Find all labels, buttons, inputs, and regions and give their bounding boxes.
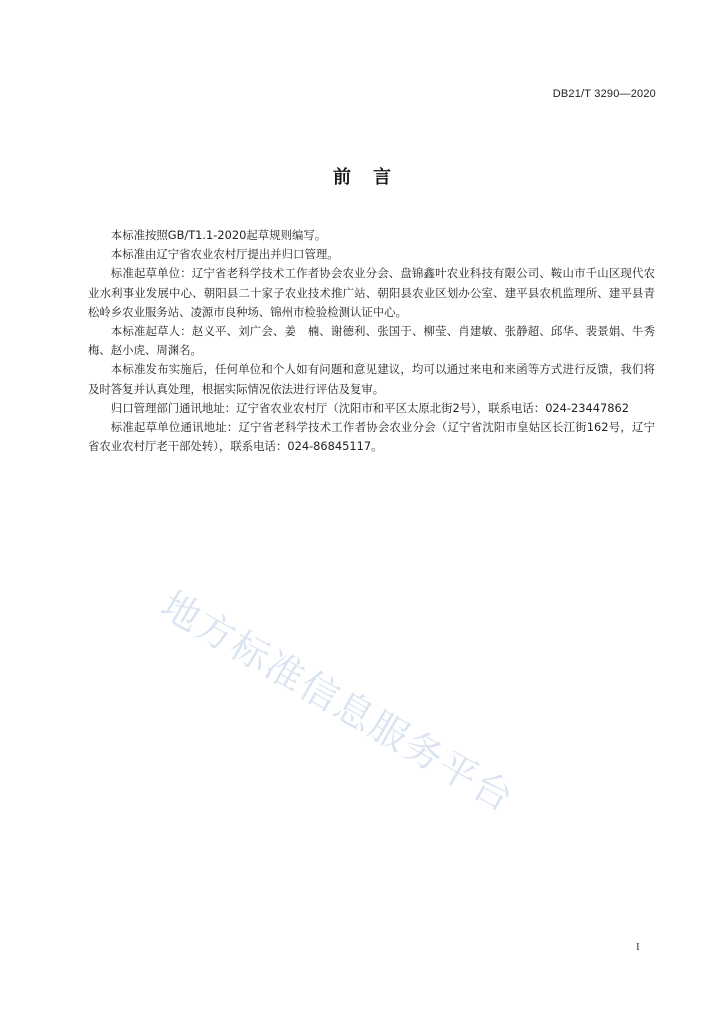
paragraph-drafting-rules: 本标准按照GB/T1.1-2020起草规则编写。	[110, 228, 327, 242]
paragraph-drafter-address: 标准起草单位通讯地址：辽宁省老科学技术工作者协会农业分会（辽宁省沈阳市皇姑区长江街162号，辽宁省农业农村厅老干部处转），联系电话：024-86845117。	[88, 420, 655, 454]
watermark: 地方标准信息服务平台	[153, 582, 522, 821]
paragraph-drafters: 本标准起草人：赵义平、刘广会、姜 楠、谢德利、张国于、柳莹、肖建敏、张静超、邱华、裴景娟、牛秀梅、赵小虎、周渊名。	[88, 324, 655, 358]
page-number: I	[636, 941, 640, 953]
paragraph-drafting-units: 标准起草单位：辽宁省老科学技术工作者协会农业分会、盘锦鑫叶农业科技有限公司、鞍山市千山区现代农业水利事业发展中心、朝阳县二十家子农业技术推广站、朝阳县农业区划办公室、建平县农机监理所、建平县青松岭乡农业服务站、凌源市良种场、锦州市检验检测认证中心。	[88, 266, 655, 319]
page-title: 前言	[333, 167, 413, 188]
foreword-body	[88, 226, 655, 456]
paragraph-authority-address: 归口管理部门通讯地址：辽宁省农业农村厅（沈阳市和平区太原北街2号），联系电话：024-23447862	[110, 400, 630, 415]
paragraph-feedback: 本标准发布实施后，任何单位和个人如有问题和意见建议，均可以通过来电和来函等方式进行反馈，我们将及时答复并认真处理，根据实际情况依法进行评估及复审。	[88, 362, 655, 396]
document-code: DB21/T 3290—2020	[552, 88, 656, 100]
paragraph-proposer: 本标准由辽宁省农业农村厅提出并归口管理。	[110, 247, 339, 262]
